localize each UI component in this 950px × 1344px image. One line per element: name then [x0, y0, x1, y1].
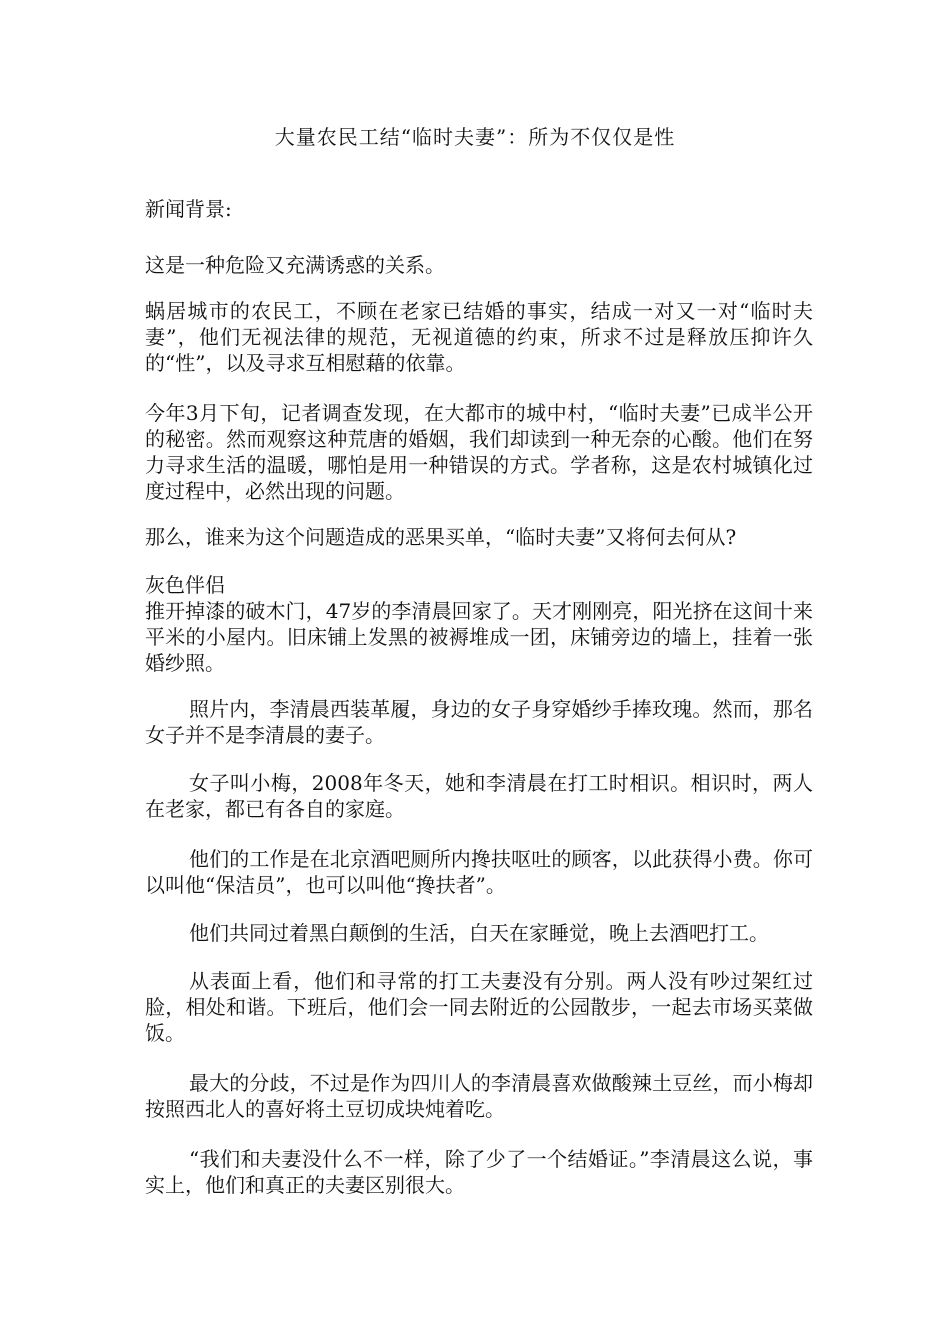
section-heading: 灰色伴侣	[145, 573, 225, 597]
article-title: 大量农民工结“临时夫妻”：所为不仅仅是性	[274, 125, 676, 149]
paragraph-body: 女子叫小梅，2008年冬天，她和李清晨在打工时相识。相识时，两人在老家，都已有各自的家庭。	[145, 771, 813, 821]
paragraph-body: 最大的分歧，不过是作为四川人的李清晨喜欢做酸辣土豆丝，而小梅却按照西北人的喜好将土豆切成块炖着吃。	[145, 1071, 813, 1121]
paragraph-body: “我们和夫妻没什么不一样，除了少了一个结婚证。”李清晨这么说，事实上，他们和真正的夫妻区别很大。	[145, 1147, 813, 1197]
paragraph-body: 从表面上看，他们和寻常的打工夫妻没有分别。两人没有吵过架红过脸，相处和谐。下班后，他们会一同去附近的公园散步，一起去市场买菜做饭。	[145, 969, 813, 1045]
paragraph-body: 那么，谁来为这个问题造成的恶果买单，“临时夫妻”又将何去何从?	[145, 525, 737, 549]
paragraph-body: 他们共同过着黑白颠倒的生活，白天在家睡觉，晚上去酒吧打工。	[189, 921, 769, 945]
paragraph-body: 今年3月下旬，记者调查发现，在大都市的城中村，“临时夫妻”已成半公开的秘密。然而观察这种荒唐的婚姻，我们却读到一种无奈的心酸。他们在努力寻求生活的温暖，哪怕是用一种错误的方式。学者称，这是农村城镇化过度过程中，必然出现的问题。	[145, 401, 813, 503]
paragraph-intro: 这是一种危险又充满诱惑的关系。	[145, 253, 445, 277]
paragraph-body: 推开掉漆的破木门，47岁的李清晨回家了。天才刚刚亮，阳光挤在这间十来平米的小屋内。旧床铺上发黑的被褥堆成一团，床铺旁边的墙上，挂着一张婚纱照。	[145, 599, 813, 675]
section-label-background: 新闻背景:	[145, 197, 232, 221]
paragraph-body: 照片内，李清晨西装革履，身边的女子身穿婚纱手捧玫瑰。然而，那名女子并不是李清晨的妻子。	[145, 697, 813, 747]
paragraph-body: 他们的工作是在北京酒吧厕所内搀扶呕吐的顾客，以此获得小费。你可以叫他“保洁员”，也可以叫他“搀扶者”。	[145, 847, 813, 897]
paragraph-body: 蜗居城市的农民工，不顾在老家已结婚的事实，结成一对又一对“临时夫妻”，他们无视法律的规范，无视道德的约束，所求不过是释放压抑许久的“性”，以及寻求互相慰藉的依靠。	[145, 299, 813, 375]
